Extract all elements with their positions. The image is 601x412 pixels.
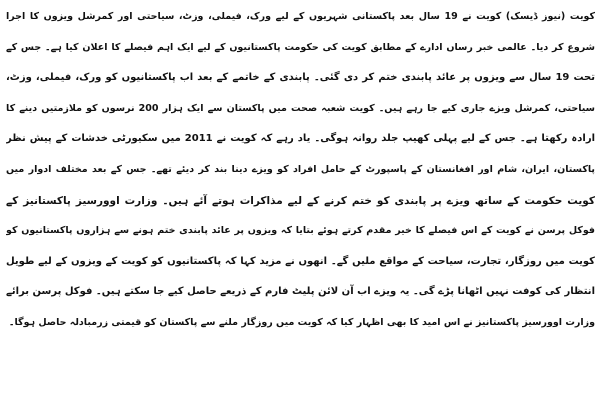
article-line-7: کویت حکومت کے ساتھ ویزے پر پابندی کو ختم کرنے کے لیے مذاکرات ہوتے آئے ہیں۔ وزارت اوورسیز پاکستانیز کے <box>6 194 595 207</box>
article-line-4: سیاحتی، کمرشل ویزے جاری کیے جا رہے ہیں۔ کویت شعبہ صحت میں پاکستان سے ایک ہزار 200 نرسوں کو ملازمتیں دینے کا <box>6 102 595 114</box>
article-line-2: شروع کر دیا۔ عالمی خبر رساں ادارے کے مطابق کویت کی حکومت پاکستانیوں کے لیے ایک اہم فیصلے کا اعلان کیا ہے۔ جس کے <box>6 41 595 53</box>
article-line-10: انتظار کی کوفت نہیں اٹھانا پڑے گی۔ یہ ویزے اب آن لائن پلیٹ فارم کے ذریعے حاصل کیے جا سکتے ہیں۔ فوکل پرسن برائے <box>6 286 595 298</box>
article-line-11: وزارت اوورسیز پاکستانیز نے اس امید کا بھی اظہار کیا کہ کویت میں روزگار ملنے سے پاکستان کو قیمتی زرمبادلہ حاصل ہوگا۔ <box>8 316 595 328</box>
article-line-6: پاکستان، ایران، شام اور افغانستان کے پاسپورٹ کے حامل افراد کو ویزے دینا بند کر دیئے تھے۔ جس کے بعد مختلف ادوار میں <box>6 163 595 175</box>
article-line-1: کویت (نیوز ڈیسک) کویت نے 19 سال بعد پاکستانی شہریوں کے لیے ورک، فیملی، وزٹ، سیاحتی اور کمرشل ویزوں کا اجرا <box>6 11 595 22</box>
article-line-5: ارادہ رکھتا ہے۔ جس کے لیے پہلی کھیپ جلد روانہ ہوگی۔ یاد رہے کہ کویت نے 2011 میں سکیورٹی خدشات کے پیش نظر <box>6 133 595 145</box>
article-line-3: تحت 19 سال سے ویزوں پر عائد پابندی ختم کر دی گئی۔ پابندی کے خاتمے کے بعد اب پاکستانیوں کو ورک، فیملی، وزٹ، <box>6 72 595 84</box>
article-line-8: فوکل پرسن نے کویت کے اس فیصلے کا خیر مقدم کرتے ہوئے بتایا کہ ویزوں پر عائد پابندی ختم ہونے سے ہزاروں پاکستانیوں کو <box>6 225 595 237</box>
article-line-9: کویت میں روزگار، تجارت، سیاحت کے مواقع ملیں گے۔ انھوں نے مزید کہا کہ پاکستانیوں کو کویت کے ویزوں کے لیے طویل <box>6 255 595 267</box>
